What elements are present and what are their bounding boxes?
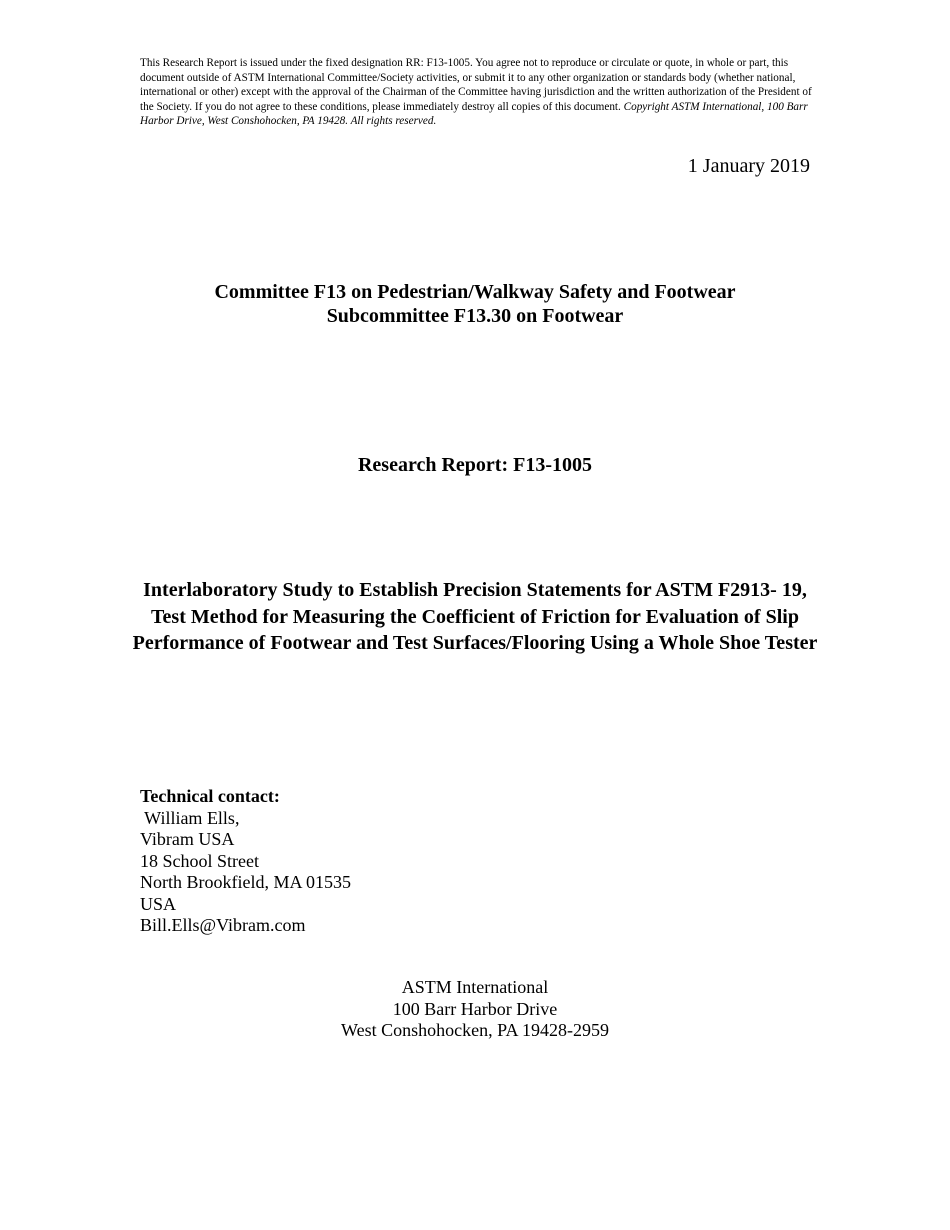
notice-text: This Research Report is issued under the fixed designation RR: F13-1005. You agree not to reproduce or circulate or quote, in whole or part, this document outside of ASTM International Committee/Society activities, or submit it to any other organization or standards body (whether national, international or other) except with the approval of the Chairman of the Committee having jurisdiction and the written authorization of the President of the Society. If you do not agree to these conditions, please immediately destroy all copies of this document. — [140, 57, 812, 113]
contact-street: 18 School Street — [140, 850, 259, 871]
committee-block — [0, 280, 950, 328]
publisher-name: ASTM International — [401, 977, 549, 997]
publisher-street: 100 Barr Harbor Drive — [392, 998, 558, 1019]
contact-email: Bill.Ells@Vibram.com — [140, 915, 306, 935]
contact-company: Vibram USA — [140, 829, 235, 849]
contact-city: North Brookfield, MA 01535 — [140, 872, 351, 892]
publisher-city: West Conshohocken, PA 19428-2959 — [341, 1020, 609, 1040]
contact-name: William Ells, — [140, 807, 240, 828]
contact-heading: Technical contact: — [140, 786, 280, 806]
technical-contact — [140, 786, 351, 937]
copyright-notice — [140, 56, 812, 129]
committee-name: Committee F13 on Pedestrian/Walkway Safety and Footwear — [214, 281, 736, 303]
publisher-address — [0, 977, 950, 1042]
report-title: Interlaboratory Study to Establish Precision Statements for ASTM F2913- 19, Test Method for Measuring the Coefficient of Friction for Evaluation of Slip Performance of Footwear and Test Surfaces/Flooring Using a Whole Shoe Tester — [132, 579, 818, 654]
subcommittee-name: Subcommittee F13.30 on Footwear — [326, 305, 624, 327]
report-date: 1 January 2019 — [687, 155, 810, 177]
contact-country: USA — [140, 893, 177, 914]
report-number: Research Report: F13-1005 — [357, 454, 592, 476]
copyright-line: Copyright ASTM International, 100 Barr Harbor Drive, West Conshohocken, PA 19428. All rights reserved. — [140, 100, 808, 128]
